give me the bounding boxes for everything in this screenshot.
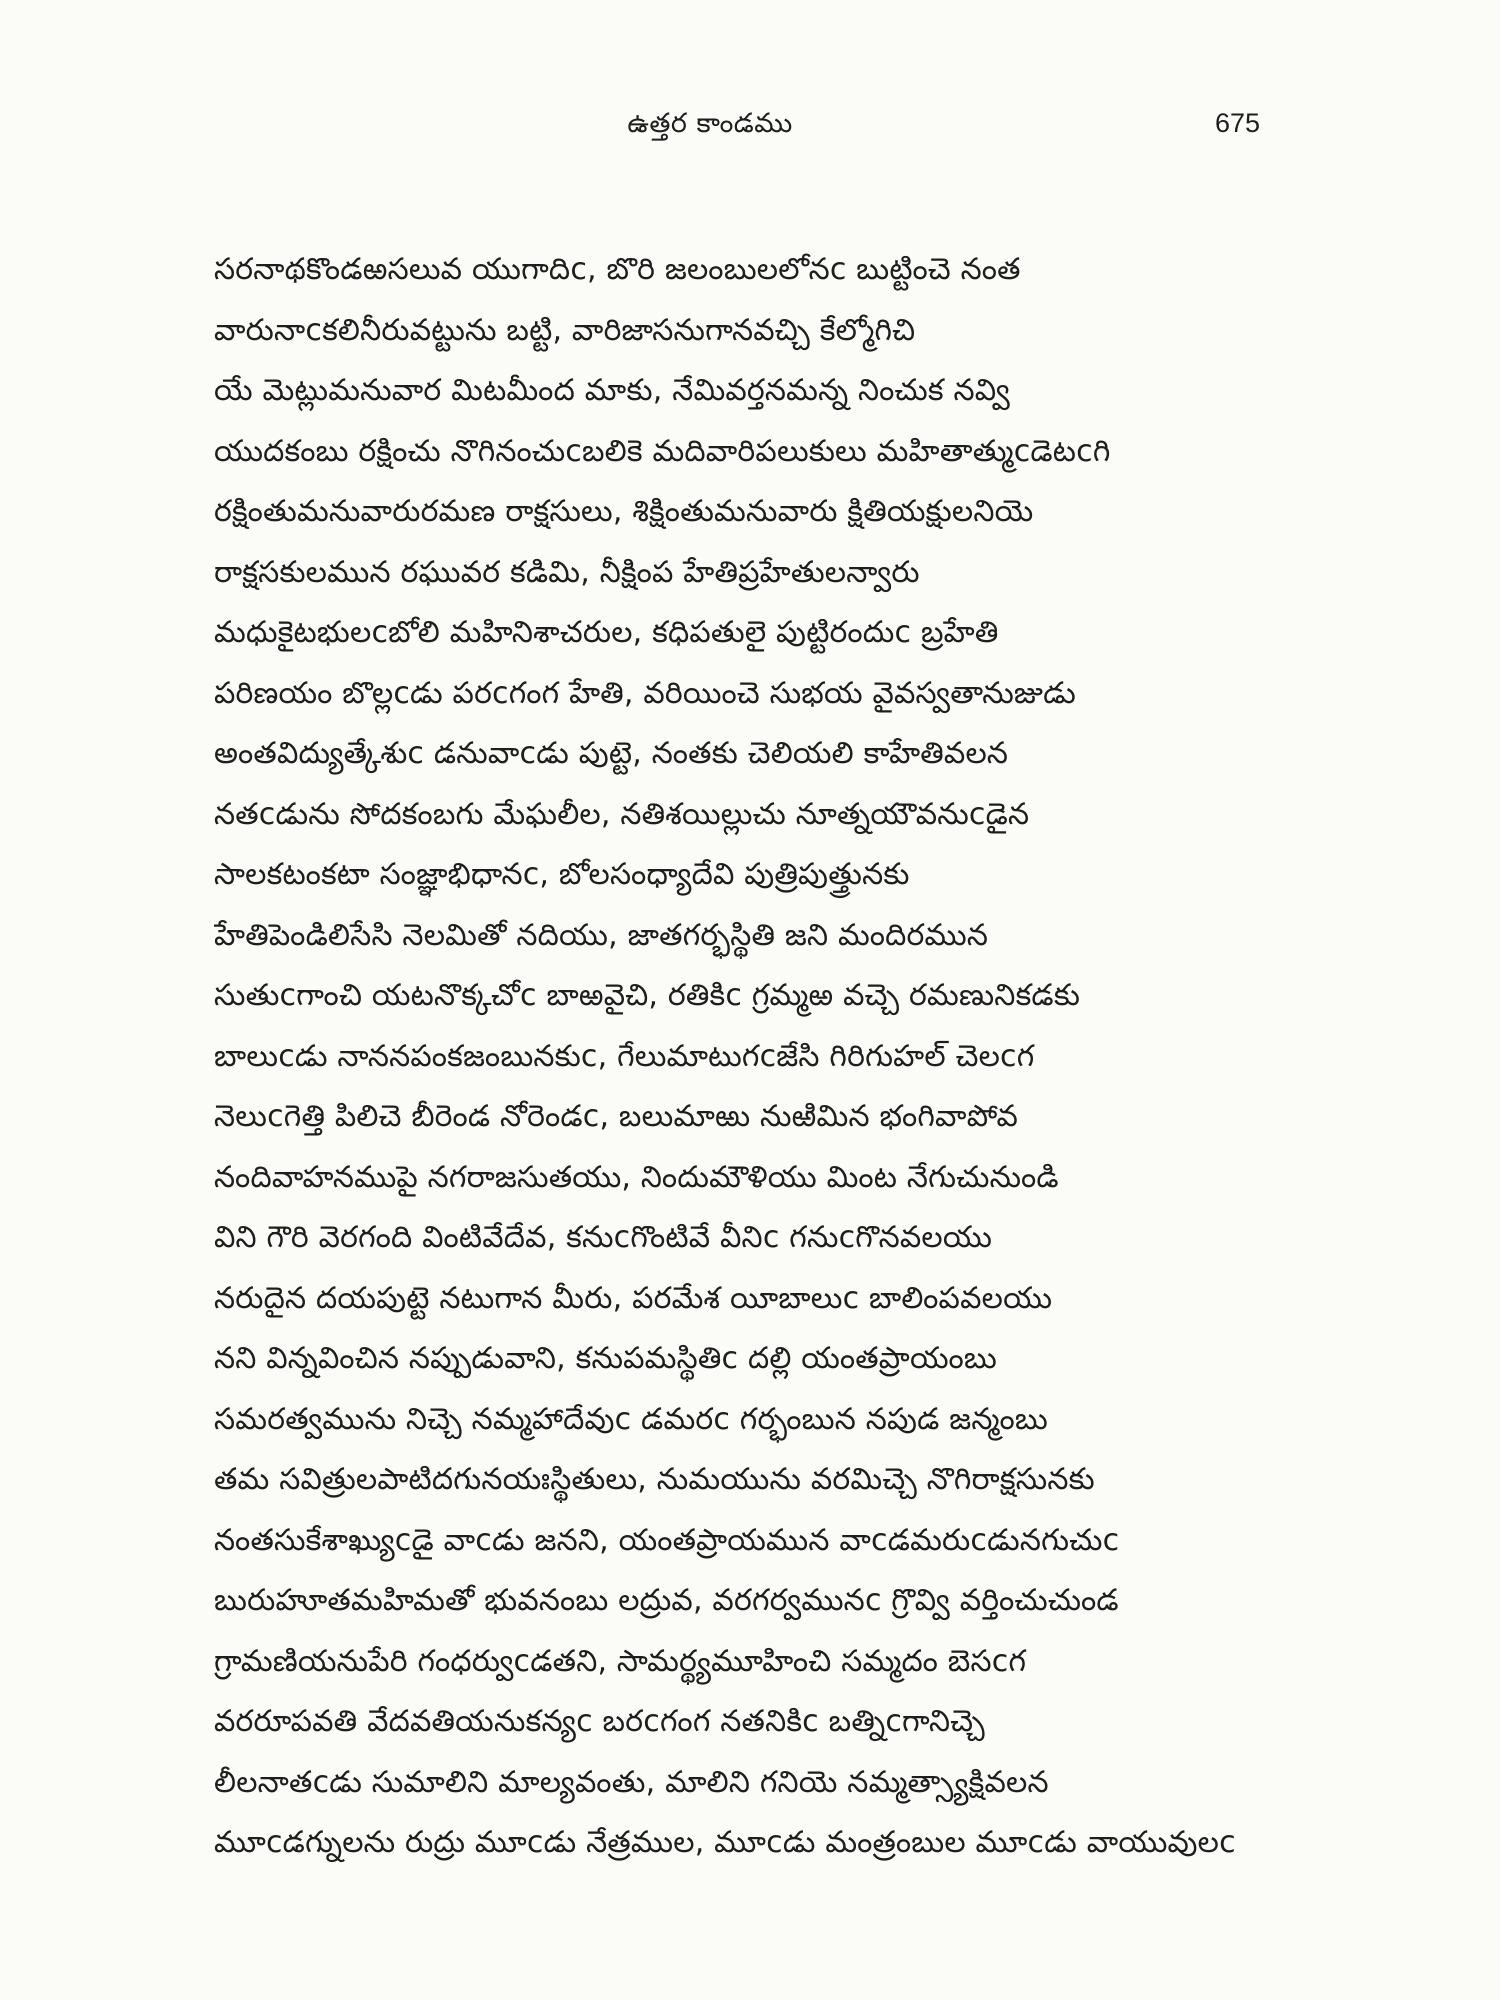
verse-line: లీలనాతcడు సుమాలిని మాల్యవంతు, మాలిని గనియె నమ్మత్స్యాక్షివలన (214, 1764, 1049, 1800)
verse-line: విని గౌరి వెరగంది వింటివేదేవ, కనుcగొంటివే వీనిc గనుcగొనవలయు (214, 1220, 993, 1255)
verse-line: వరరూపవతి వేదవతియనుకన్యc బరcగంగ నతనికిc బత్నిcగానిచ్చె (214, 1704, 985, 1739)
verse-line: నెలుcగెత్తి పిలిచె బీరెండ నోరెండc, బలుమాఱు నుఱిమిన భంగివాపోవ (214, 1099, 1019, 1134)
verse-line: గ్రామణియనుపేరి గంధర్వుcడతని, సామర్థ్యమూహించి సమ్మదం బెసcగ (214, 1643, 1027, 1679)
verse-line: సమరత్వమును నిచ్చె నమ్మహాదేవుc డమరc గర్భంబున నపుడ జన్మంబు (214, 1401, 1049, 1437)
verse-line: యుదకంబు రక్షించు నొగినంచుcబలికె మదివారిపలుకులు మహితాత్ముcడెటcగి (214, 433, 1111, 469)
verse-line: మధుకైటభులcబోలి మహినిశాచరుల, కధిపతులై పుట్టిరందుc బ్రహేతి (214, 615, 999, 650)
running-head (0, 108, 1500, 152)
verse-line: నందివాహనముపై నగరాజసుతయు, నిందుమౌళియు మింట నేగుచునుండి (214, 1159, 1059, 1195)
verse-line: అంతవిద్యుత్కేశుc డనువాcడు పుట్టె, నంతకు చెలియలి కాహేతివలన (214, 736, 1009, 771)
verse-line: పరిణయం బొల్లcడు పరcగంగ హేతి, వరియించె సుభయ వైవస్వతానుజుడు (214, 675, 1076, 711)
verse-line: నంతసుకేశాఖ్యుcడై వాcడు జనని, యంతప్రాయమున వాcడమరుcడునగుచుc (214, 1522, 1120, 1558)
verse-line: హేతిపెండిలిసేసి నెలమితో నదియు, జాతగర్భస్థితి జని మందిరమున (214, 917, 989, 953)
verse-line: నని విన్నవించిన నప్పుడువాని, కనుపమస్థితిc దల్లి యంతప్రాయంబు (214, 1341, 998, 1376)
verse-line: నతcడును సోదకంబగు మేఘలీల, నతిశయిల్లుచు నూత్నయౌవనుcడైన (214, 796, 1030, 832)
verse-line: వారునాcకలినీరువట్టును బట్టి, వారిజాసనుగానవచ్చి కేల్మోగిచి (214, 312, 916, 348)
verse-line: బాలుcడు నాననపంకజంబునకుc, గేలుమాటుగcజేసి గిరిగుహల్ చెలcగ (214, 1038, 1035, 1074)
verse-line: రక్షింతుమనువారురమణ రాక్షసులు, శిక్షింతుమనువారు క్షితియక్షులనియె (214, 494, 1034, 529)
verse-line: సరనాథకొండఱసలువ యుగాదిc, బొరి జలంబులలోనc బుట్టించె నంత (214, 252, 1021, 287)
verse-body (214, 250, 1334, 1884)
verse-line: మూcడగ్నులను రుద్రు మూcడు నేత్రముల, మూcడు మంత్రంబుల మూcడు వాయువులc (214, 1825, 1236, 1860)
verse-line: రాక్షసకులమున రఘువర కడిమి, నీక్షింప హేతిప్రహేతులన్వారు (214, 554, 920, 590)
page-number: 675 (1215, 108, 1261, 138)
verse-line: తమ సవిత్రులపాటిదగునయఃస్థితులు, నుమయును వరమిచ్చె నొగిరాక్షసునకు (214, 1462, 1095, 1497)
verse-line: సుతుcగాంచి యటనొక్కచోc బాఱవైచి, రతికిc గ్రమ్మఱ వచ్చె రమణునికడకు (214, 978, 1081, 1013)
verse-line: యే మెట్లుమనువార మిటమీంద మాకు, నేమివర్తనమన్న నించుక నవ్వి (214, 373, 1011, 408)
verse-line: సాలకటంకటా సంజ్ఞాభిధానc, బోలసంధ్యాదేవి పుత్రిపుత్త్రునకు (214, 857, 910, 892)
verse-line: నరుదైన దయపుట్టె నటుగాన మీరు, పరమేశ యీబాలుc బాలింపవలయు (214, 1280, 1053, 1316)
chapter-title: ఉత్తర కాండము (627, 108, 793, 139)
verse-line: బురుహూతమహిమతో భువనంబు లద్రువ, వరగర్వమునc గ్రొవ్వి వర్తించుచుండ (214, 1583, 1119, 1618)
